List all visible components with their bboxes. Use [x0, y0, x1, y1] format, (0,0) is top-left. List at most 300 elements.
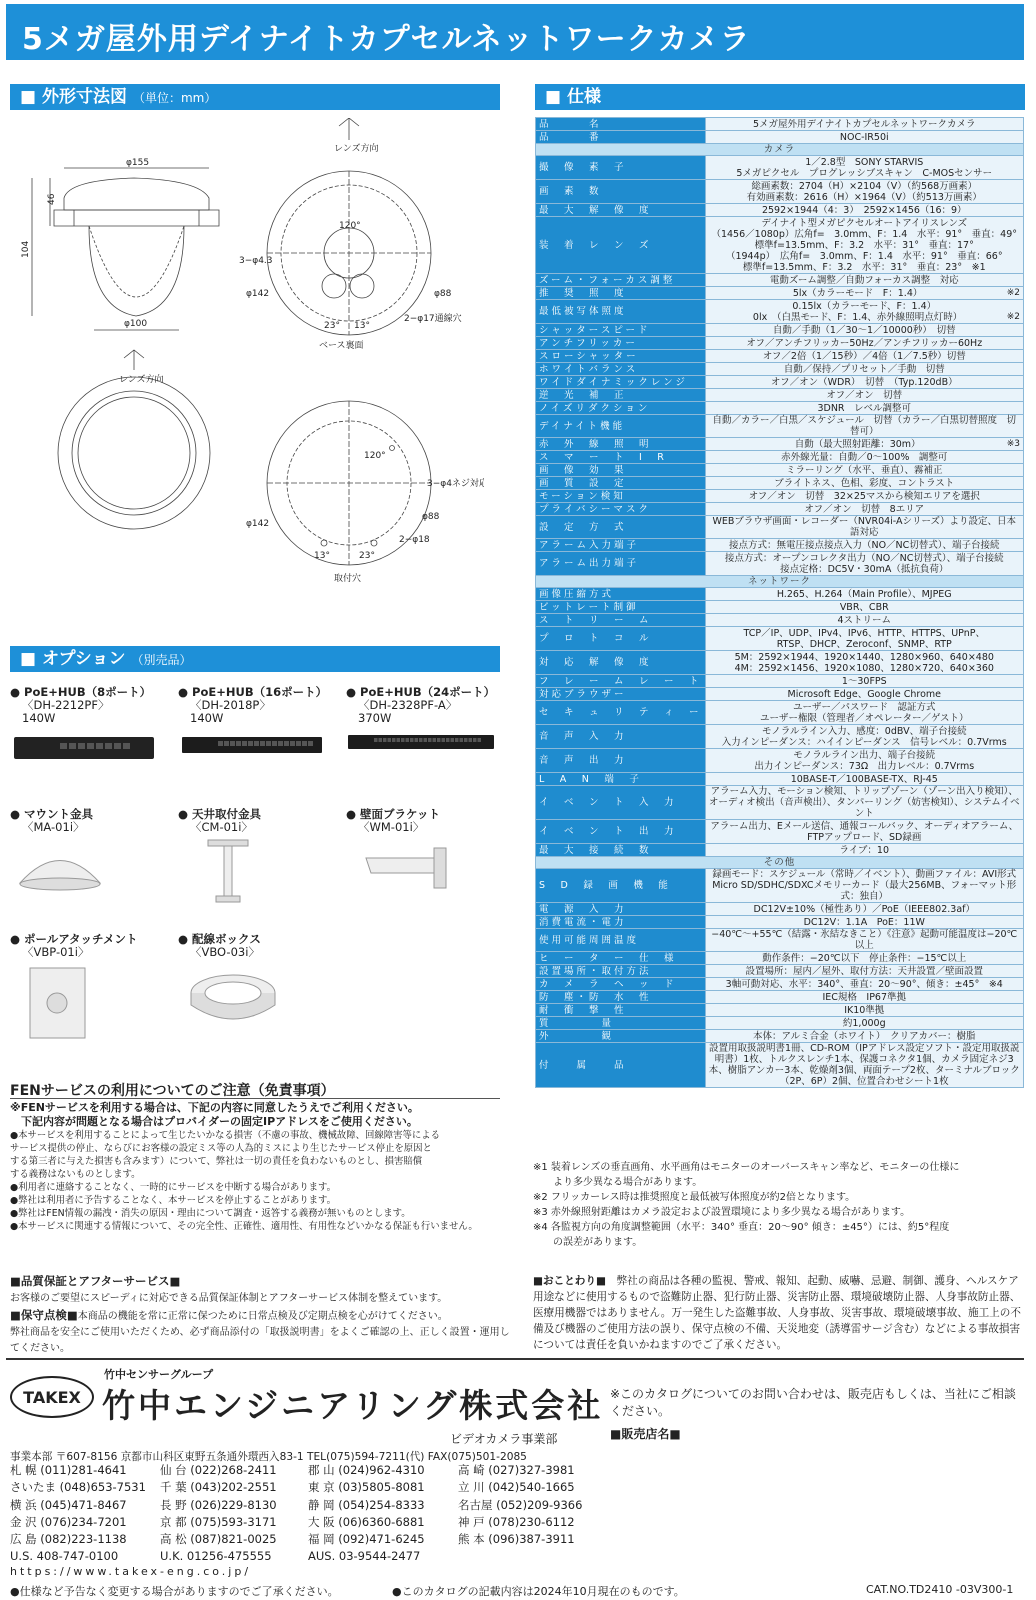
spec-key: 消費電流・電力 — [536, 916, 706, 929]
spec-row — [536, 131, 1024, 144]
option-name: ● PoE+HUB（8ポート） — [10, 685, 152, 699]
spec-row — [536, 376, 1024, 389]
fen-item: ●弊社はFEN情報の漏洩・消失の原因・理由について調査・返答する義務が無いものとします。 — [10, 1208, 411, 1219]
footnote-item: ※4 各監視方向の角度調整範囲（水平：340° 垂直：20〜90° 傾き：±45°）には、約5°程度 の誤差があります。 — [533, 1222, 950, 1248]
option-item — [178, 808, 278, 911]
spec-row — [536, 965, 1024, 978]
option-model: 〈DH-2018P〉 — [190, 698, 271, 712]
spec-value: 1／2.8型 SONY STARVIS 5メガピクセル プログレッシブスキャン C-MOSセンサー — [705, 156, 1023, 180]
spec-table — [535, 117, 1024, 1088]
option-item — [10, 686, 160, 766]
spec-value: 10BASE-T／100BASE-TX、RJ-45 — [705, 773, 1023, 786]
spec-value: 自動（最大照射距離：30m） ※3 — [705, 438, 1023, 451]
fen-heading: FENサービスの利用についてのご注意（免責事項） — [10, 1085, 500, 1099]
option-image — [178, 729, 328, 762]
spec-row — [536, 869, 1024, 903]
label-d100: φ100 — [124, 319, 148, 329]
spec-key: ズーム・フォーカス調整 — [536, 274, 706, 287]
option-item — [10, 808, 110, 901]
spec-key: 最 大 接 続 数 — [536, 844, 706, 857]
option-model: 〈VBP-01i〉 — [22, 945, 90, 959]
spec-key: 対応ブラウザー — [536, 688, 706, 701]
qa-text: お客様のご要望にスピーディに対応できる品質保証体制とアフターサービス体制を整えています。 — [10, 1293, 448, 1304]
fen-lead-1: ※FENサービスを利用する場合は、下記の内容に同意したうえでご利用ください。 — [10, 1101, 419, 1114]
spec-value: モノラルライン入力、感度：0dBV、端子台接続 入力インピーダンス：ハイインピーダンス 信号レベル：0.7Vrms — [705, 725, 1023, 749]
spec-row — [536, 773, 1024, 786]
spec-row — [536, 576, 1024, 588]
option-name: ● PoE+HUB（16ポート） — [178, 685, 328, 699]
branch-phone: 神 戸 (078)230-6112 — [458, 1514, 575, 1529]
spec-key: デイナイト機能 — [536, 415, 706, 438]
option-power: 140W — [22, 711, 56, 725]
spec-key: イ ベ ン ト 入 力 — [536, 786, 706, 820]
spec-key: 画 質 設 定 — [536, 477, 706, 490]
spec-value: アラーム出力、Eメール送信、通報コールバック、オーディオアラーム、 FTPアップロード、SD録画 — [705, 820, 1023, 844]
footnote-date: ●このカタログの記載内容は2024年10月現在のものです。 — [392, 1585, 685, 1598]
spec-key: L A N 端 子 — [536, 773, 706, 786]
spec-value: 5lx（カラーモード F：1.4） ※2 — [705, 287, 1023, 300]
spec-key: 装 着 レ ン ズ — [536, 217, 706, 274]
branch-phone: AUS. 03-9544-2477 — [308, 1549, 421, 1564]
takex-logo: TAKEX — [10, 1376, 94, 1418]
label-d88: φ88 — [434, 289, 452, 299]
switch24-image — [346, 729, 496, 753]
spec-value: 5M：2592×1944、1920×1440、1280×960、640×480 4M：2592×1456、1920×1080、1280×720、640×360 — [705, 651, 1023, 675]
spec-value: 設置用取扱説明書1冊、CD-ROM（IPアドレス設定ソフト・設定用取扱説明書）1枚、トルクスレンチ1本、保護コネクタ1個、カメラ固定ネジ3本、樹脂アンカー3本、乾燥剤3個、両面テープ2枚、ターミナルブロック（2P、6P）2個、位置合わせシート1枚 — [705, 1043, 1023, 1088]
spec-key: 音 声 出 力 — [536, 749, 706, 773]
branch-phone: 熊 本 (096)387-3911 — [458, 1532, 575, 1547]
label-lens-direction: レンズ方向 — [334, 144, 379, 154]
spec-row — [536, 287, 1024, 300]
branch-phone: 立 川 (042)540-1665 — [458, 1480, 575, 1495]
option-power: 140W — [190, 711, 224, 725]
option-name: ● 天井取付金具 — [178, 807, 262, 821]
spec-row — [536, 1043, 1024, 1088]
option-image — [346, 729, 496, 756]
spec-value: オフ／アンチフリッカー50Hz／アンチフリッカー60Hz — [705, 337, 1023, 350]
spec-section-42: その他 — [536, 857, 1024, 869]
spec-value: 録画モード：スケジュール（常時／イベント）、動画ファイル：AVI形式 Micro SD/SDHC/SDXCメモリーカード（最大256MB、フォーマット形式：独自） — [705, 869, 1023, 903]
inquiry-text: ※このカタログについてのお問い合わせは、販売店もしくは、当社にご相談ください。 — [610, 1387, 1016, 1418]
section-options-label: ■ オプション — [20, 649, 126, 669]
spec-key: セ キ ュ リ テ ィ ー — [536, 701, 706, 725]
label-angle-120: 120° — [339, 221, 361, 231]
shop-name-label: ■販売店名■ — [610, 1427, 681, 1441]
branch-phone: 大 阪 (06)6360-6881 — [308, 1514, 425, 1529]
fen-item: ●本サービスを利用することによって生じたいかなる損害（不慮の事故、機械故障、回線障害等による サービス提供の停止、ならびにお客様の設定ミス等の人為的ミスにより生じたサービス停止を原因と する第三者に与えた損害も含みます）について、弊社は一切の責任を負わないものとし、損害賠償 する義務はないものとします。 — [10, 1130, 441, 1180]
fen-item: ●利用者に連絡することなく、一時的にサービスを中断する場合があります。 — [10, 1182, 336, 1193]
option-name: ● 配線ボックス — [178, 932, 261, 946]
branch-row — [10, 1514, 608, 1531]
spec-key: 使用可能周囲温度 — [536, 929, 706, 952]
spec-key: ノイズリダクション — [536, 402, 706, 415]
option-image — [10, 729, 160, 766]
spec-value: ブライトネス、色相、彩度、コントラスト — [705, 477, 1023, 490]
label-h104: 104 — [21, 240, 31, 258]
fen-lead-2: 下記内容が問題となる場合はプロバイダーの固定IPアドレスをご使用ください。 — [10, 1115, 418, 1128]
label-d142: φ142 — [246, 289, 270, 299]
spec-row — [536, 820, 1024, 844]
spec-key: プライバシーマスク — [536, 503, 706, 516]
spec-note: ※2 — [1006, 287, 1020, 298]
spec-key: ビットレート制御 — [536, 601, 706, 614]
spec-value: DC12V±10%（極性あり）／PoE（IEEE802.3af） — [705, 903, 1023, 916]
spec-value: 自動／保持／プリセット／手動 切替 — [705, 363, 1023, 376]
spec-key: 対 応 解 像 度 — [536, 651, 706, 675]
spec-row — [536, 144, 1024, 156]
spec-value: ライブ：10 — [705, 844, 1023, 857]
spec-row — [536, 857, 1024, 869]
branch-phone: U.S. 408-747-0100 — [10, 1549, 119, 1564]
spec-key: 撮 像 素 子 — [536, 156, 706, 180]
spec-key: 質 量 — [536, 1017, 706, 1030]
spec-row — [536, 363, 1024, 376]
option-model: 〈CM-01i〉 — [190, 820, 253, 834]
spec-key: ス マ ー ト I R — [536, 451, 706, 464]
spec-key: 画像圧縮方式 — [536, 588, 706, 601]
spec-row — [536, 991, 1024, 1004]
branch-list — [10, 1462, 608, 1566]
spec-value: WEBブラウザ画面・レコーダー（NVR04i-Aシリーズ）より設定、日本語対応 — [705, 516, 1023, 539]
spec-row — [536, 588, 1024, 601]
spec-row — [536, 204, 1024, 217]
branch-phone: 郡 山 (024)962-4310 — [308, 1463, 425, 1477]
option-name: ● PoE+HUB（24ポート） — [346, 685, 496, 699]
spec-row — [536, 1030, 1024, 1043]
disclaimer — [533, 1273, 1025, 1353]
spec-value: 1〜30FPS — [705, 675, 1023, 688]
spec-value: オフ／2倍（1／15秒）／4倍（1／7.5秒）切替 — [705, 350, 1023, 363]
catalog-number: CAT.NO.TD2410 -03V300-1 — [866, 1583, 1014, 1596]
spec-value: 赤外線光量：自動／0〜100% 調整可 — [705, 451, 1023, 464]
label-d88b: φ88 — [422, 512, 440, 522]
spec-value: IK10準拠 — [705, 1004, 1023, 1017]
disclaimer-text: 弊社の商品は各種の監視、警戒、報知、起動、威嚇、忌避、制御、護身、ヘルスケア用途などに使用するもので盗難防止器、犯行防止器、災害防止器、環境破壊防止器、人身事故防止器、医療用機器ではありません。万一発生した盗難事故、人身事故、災害事故、環境破壊事故、施工上の不備及び機器のご使用方法の誤り、保守点検の不備、天災地変（誘導雷サージ含む）などによる事故損害については責任を負いかねますのでご了承ください。 — [533, 1275, 1021, 1351]
spec-value: ミラーリング（水平、垂直）、霧補正 — [705, 464, 1023, 477]
footer-divider — [6, 1358, 1024, 1360]
mount-bracket-image — [10, 838, 110, 898]
option-image — [178, 963, 288, 1036]
spec-key: 推 奨 照 度 — [536, 287, 706, 300]
branch-phone — [458, 1548, 608, 1565]
branch-phone: 名古屋 (052)209-9366 — [458, 1497, 583, 1512]
option-model: 〈DH-2212PF〉 — [22, 698, 110, 712]
spec-key: 赤 外 線 照 明 — [536, 438, 706, 451]
website-url[interactable]: https://www.takex-eng.co.jp/ — [10, 1565, 252, 1578]
label-ang13: 13° — [354, 321, 370, 331]
branch-row — [10, 1548, 608, 1565]
spec-row — [536, 627, 1024, 651]
spec-row — [536, 274, 1024, 287]
spec-value: オフ／オン 切替 — [705, 389, 1023, 402]
spec-row — [536, 539, 1024, 552]
spec-row — [536, 929, 1024, 952]
spec-row — [536, 118, 1024, 131]
spec-value: DC12V：1.1A PoE：11W — [705, 916, 1023, 929]
label-phi18: 2−φ18 — [399, 535, 430, 545]
spec-key: 最 大 解 像 度 — [536, 204, 706, 217]
spec-key: シャッタースピード — [536, 324, 706, 337]
fen-notice — [10, 1085, 500, 1233]
footnote-item: ※2 フリッカーレス時は推奨照度と最低被写体照度が約2倍となります。 — [533, 1192, 856, 1203]
spec-value: オフ／オン 切替 32×25マスから検知エリアを選択 — [705, 490, 1023, 503]
footnote-item: ※1 装着レンズの垂直画角、水平画角はモニターのオーバースキャン率など、モニターの仕様に より多少異なる場合があります。 — [533, 1162, 960, 1188]
label-screw: 3−φ4ネジ対応 — [427, 479, 484, 489]
spec-value: 接点方式：無電圧接点接点入力（NO／NC切替式）、端子台接続 — [705, 539, 1023, 552]
fen-item: ●弊社は利用者に予告することなく、本サービスを停止することがあります。 — [10, 1195, 336, 1206]
spec-key: プ ロ ト コ ル — [536, 627, 706, 651]
spec-row — [536, 786, 1024, 820]
spec-value: IEC規格 IP67準拠 — [705, 991, 1023, 1004]
spec-value: NOC-IR50i — [705, 131, 1023, 144]
spec-value: TCP／IP、UDP、IPv4、IPv6、HTTP、HTTPS、UPnP、 RTSP、DHCP、Zeroconf、SNMP、RTP — [705, 627, 1023, 651]
option-model: 〈WM-01i〉 — [358, 820, 425, 834]
spec-key: 耐 衝 撃 性 — [536, 1004, 706, 1017]
spec-row — [536, 477, 1024, 490]
branch-row — [10, 1479, 608, 1496]
label-d142b: φ142 — [246, 519, 270, 529]
spec-value: 接点方式：オープンコレクタ出力（NO／NC切替式）、端子台接続 接点定格：DC5V・30mA（抵抗負荷） — [705, 552, 1023, 576]
spec-row — [536, 503, 1024, 516]
section-dimensions — [10, 84, 500, 110]
spec-value: 電動ズーム調整／自動フォーカス調整 対応 — [705, 274, 1023, 287]
option-name: ● ポールアタッチメント — [10, 932, 138, 946]
switch16-image — [178, 729, 328, 759]
section-spec: ■ 仕様 — [535, 84, 1025, 110]
label-ang23: 23° — [324, 321, 340, 331]
branch-row — [10, 1462, 608, 1479]
spec-key: カ メ ラ ヘ ッ ド — [536, 978, 706, 991]
spec-key: 防 塵・防 水 性 — [536, 991, 706, 1004]
option-item — [178, 933, 288, 1036]
option-item — [346, 808, 466, 896]
spec-key: フ レ ー ム レ ー ト — [536, 675, 706, 688]
switch8-image — [10, 729, 160, 763]
label-through-hole: 2−φ17通線穴 — [404, 314, 462, 324]
label-h46: 46 — [47, 193, 57, 205]
spec-key: アンチフリッカー — [536, 337, 706, 350]
spec-value: 3軸可動対応、水平：340°、垂直：20〜90°、傾き：±45° ※4 — [705, 978, 1023, 991]
spec-row — [536, 156, 1024, 180]
label-angle-120b: 120° — [364, 451, 386, 461]
branch-phone: 高 松 (087)821-0025 — [160, 1532, 277, 1547]
option-image — [10, 838, 110, 901]
option-power: 370W — [358, 711, 392, 725]
spec-row — [536, 324, 1024, 337]
spec-row — [536, 916, 1024, 929]
spec-row — [536, 552, 1024, 576]
option-model: 〈MA-01i〉 — [22, 820, 85, 834]
branch-phone: 高 崎 (027)327-3981 — [458, 1463, 575, 1477]
label-mount-holes: 取付穴 — [334, 574, 362, 584]
spec-value: 3DNR レベル調整可 — [705, 402, 1023, 415]
spec-value: ユーザー／パスワード 認証方式 ユーザー権限（管理者／オペレーター／ゲスト） — [705, 701, 1023, 725]
spec-row — [536, 1004, 1024, 1017]
maintenance-text: 本商品の機能を常に正常に保つために日常点検及び定期点検を心がけてください。 — [77, 1311, 448, 1322]
spec-row — [536, 389, 1024, 402]
spec-value: 約1,000g — [705, 1017, 1023, 1030]
spec-value: オフ／オン 切替 8エリア — [705, 503, 1023, 516]
spec-key: S D 録 画 機 能 — [536, 869, 706, 903]
option-name: ● 壁面ブラケット — [346, 807, 440, 821]
spec-key: 音 声 入 力 — [536, 725, 706, 749]
option-image — [346, 838, 466, 896]
branch-phone: 千 葉 (043)202-2551 — [160, 1480, 277, 1495]
spec-row — [536, 1017, 1024, 1030]
branch-row — [10, 1531, 608, 1548]
wall-bracket-image — [346, 838, 466, 893]
spec-row — [536, 451, 1024, 464]
spec-row — [536, 614, 1024, 627]
spec-row — [536, 490, 1024, 503]
company-group: 竹中センサーグループ — [104, 1368, 214, 1381]
option-item — [346, 686, 496, 756]
spec-key: モーション検知 — [536, 490, 706, 503]
spec-value: −40℃〜+55℃（結露・氷結なきこと）《注意》起動可能温度は−20℃以上 — [705, 929, 1023, 952]
branch-phone: 東 京 (03)5805-8081 — [308, 1480, 425, 1495]
spec-row — [536, 903, 1024, 916]
spec-row — [536, 978, 1024, 991]
option-name: ● マウント金具 — [10, 807, 94, 821]
junction-box-image — [178, 963, 288, 1033]
section-options-sub: （別売品） — [131, 653, 192, 667]
spec-value: 総画素数：2704（H）×2104（V）（約568万画素） 有効画素数：2616（H）×1964（V）（約513万画素） — [705, 180, 1023, 204]
spec-key: ワイドダイナミックレンジ — [536, 376, 706, 389]
spec-row — [536, 415, 1024, 438]
section-dimensions-unit: （単位：mm） — [132, 91, 217, 105]
spec-row — [536, 601, 1024, 614]
option-item — [178, 686, 328, 762]
branch-phone: 仙 台 (022)268-2411 — [160, 1463, 277, 1477]
spec-key: アラーム入力端子 — [536, 539, 706, 552]
dimension-drawing — [14, 118, 484, 623]
spec-key: 最低被写体照度 — [536, 300, 706, 324]
spec-key: 逆 光 補 正 — [536, 389, 706, 402]
spec-footnotes — [533, 1160, 1023, 1250]
label-ang13b: 13° — [314, 551, 330, 561]
option-image — [178, 838, 278, 911]
spec-value: 設置場所：屋内／屋外、取付方法：天井設置／壁面設置 — [705, 965, 1023, 978]
spec-section-2: カメラ — [536, 144, 1024, 156]
spec-value: 本体：アルミ合金（ホワイト） クリアカバー：樹脂 — [705, 1030, 1023, 1043]
spec-key: ホワイトバランス — [536, 363, 706, 376]
spec-key: ス ト リ ー ム — [536, 614, 706, 627]
spec-key: 画 像 効 果 — [536, 464, 706, 477]
branch-phone: 静 岡 (054)254-8333 — [308, 1497, 425, 1512]
company-hq: 事業本部 〒607-8156 京都市山科区東野五条通外環西入83-1 TEL(075)594-7211(代) FAX(075)501-2085 — [10, 1451, 527, 1463]
spec-row — [536, 844, 1024, 857]
spec-key: スローシャッター — [536, 350, 706, 363]
spec-row — [536, 952, 1024, 965]
label-d155: φ155 — [126, 158, 150, 168]
spec-note: ※2 — [1006, 311, 1020, 322]
ceiling-mount-image — [178, 838, 278, 908]
section-options — [10, 646, 500, 672]
spec-row — [536, 350, 1024, 363]
spec-value: 0.15lx（カラーモード、F：1.4） 0lx （白黒モード、F：1.4、赤外線照明点灯時） ※2 — [705, 300, 1023, 324]
spec-row — [536, 725, 1024, 749]
spec-value: 動作条件：−20℃以下 停止条件：−15℃以上 — [705, 952, 1023, 965]
label-lens-direction-2: レンズ方向 — [119, 375, 164, 385]
spec-row — [536, 701, 1024, 725]
spec-key: 付 属 品 — [536, 1043, 706, 1088]
branch-phone: 札 幌 (011)281-4641 — [10, 1463, 127, 1477]
branch-phone: 京 都 (075)593-3171 — [160, 1514, 277, 1529]
branch-phone: 長 野 (026)229-8130 — [160, 1497, 277, 1512]
footnote-item: ※3 赤外線照射距離はカメラ設定および設置環境により多少異なる場合があります。 — [533, 1207, 911, 1218]
spec-value: 自動／手動（1／30〜1／10000秒） 切替 — [705, 324, 1023, 337]
option-model: 〈VBO-03i〉 — [190, 945, 260, 959]
branch-phone: さいたま (048)653-7531 — [10, 1480, 146, 1495]
spec-key: 品 番 — [536, 131, 706, 144]
spec-section-27: ネットワーク — [536, 576, 1024, 588]
spec-value: H.265、H.264（Main Profile）、MJPEG — [705, 588, 1023, 601]
spec-value: 2592×1944（4：3） 2592×1456（16：9） — [705, 204, 1023, 217]
footnote-spec-change: ●仕様など予告なく変更する場合がありますのでご了承ください。 — [10, 1585, 339, 1598]
spec-row — [536, 438, 1024, 451]
option-model: 〈DH-2328PF-A〉 — [358, 698, 458, 712]
company-division: ビデオカメラ事業部 — [450, 1432, 558, 1446]
branch-phone: 広 島 (082)223-1138 — [10, 1532, 127, 1547]
branch-phone: 福 岡 (092)471-6245 — [308, 1532, 425, 1547]
option-item — [10, 933, 138, 1046]
spec-key: 電 源 入 力 — [536, 903, 706, 916]
spec-value: モノラルライン出力、端子台接続 出力インピーダンス：73Ω 出力レベル：0.7Vrms — [705, 749, 1023, 773]
spec-value: 自動／カラー／白黒／スケジュール 切替（カラー／白黒切替照度 切替可） — [705, 415, 1023, 438]
spec-row — [536, 337, 1024, 350]
spec-row — [536, 516, 1024, 539]
spec-key: アラーム出力端子 — [536, 552, 706, 576]
spec-key: 設 定 方 式 — [536, 516, 706, 539]
branch-phone: 横 浜 (045)471-8467 — [10, 1497, 127, 1512]
company-name: 竹中エンジニアリング株式会社 — [102, 1386, 604, 1425]
label-ang23b: 23° — [359, 551, 375, 561]
spec-key: 設置場所・取付方法 — [536, 965, 706, 978]
quality-service — [10, 1273, 515, 1357]
section-dimensions-label: ■ 外形寸法図 — [20, 87, 127, 107]
safety-text: 弊社商品を安全にご使用いただくため、必ず商品添付の「取扱説明書」をよくご確認の上、正しく設置・運用してください。 — [10, 1327, 510, 1354]
option-image — [10, 963, 138, 1046]
side-view-drawing — [32, 168, 219, 330]
spec-row — [536, 300, 1024, 324]
spec-key: 品 名 — [536, 118, 706, 131]
spec-note: ※3 — [1006, 438, 1020, 449]
inquiry-box — [610, 1386, 1025, 1443]
spec-row — [536, 749, 1024, 773]
spec-row — [536, 180, 1024, 204]
spec-row — [536, 464, 1024, 477]
spec-key: ヒ ー タ ー 仕 様 — [536, 952, 706, 965]
fen-item: ●本サービスに関連する情報について、その完全性、正確性、適用性、有用性などいかなる保証も行いません。 — [10, 1221, 478, 1232]
spec-value: オフ／オン（WDR） 切替 （Typ.120dB） — [705, 376, 1023, 389]
spec-row — [536, 675, 1024, 688]
spec-key: 画 素 数 — [536, 180, 706, 204]
spec-value: Microsoft Edge、Google Chrome — [705, 688, 1023, 701]
maintenance-heading: ■保守点検■ — [10, 1308, 78, 1322]
label-base-underside: ベース裏面 — [319, 341, 364, 351]
spec-row — [536, 217, 1024, 274]
label-holes: 3−φ4.3 — [239, 256, 273, 266]
qa-heading: ■品質保証とアフターサービス■ — [10, 1274, 181, 1288]
spec-key: イ ベ ン ト 出 力 — [536, 820, 706, 844]
spec-value: 5メガ屋外用デイナイトカプセルネットワークカメラ — [705, 118, 1023, 131]
spec-row — [536, 402, 1024, 415]
spec-value: アラーム入力、モーション検知、トリップゾーン（ゾーン出入り検知）、 オーディオ検出（音声検出）、タンパーリング（妨害検知）、システムイベント — [705, 786, 1023, 820]
spec-key: 外 観 — [536, 1030, 706, 1043]
branch-phone: U.K. 01256-475555 — [160, 1549, 272, 1564]
spec-value: VBR、CBR — [705, 601, 1023, 614]
spec-row — [536, 651, 1024, 675]
